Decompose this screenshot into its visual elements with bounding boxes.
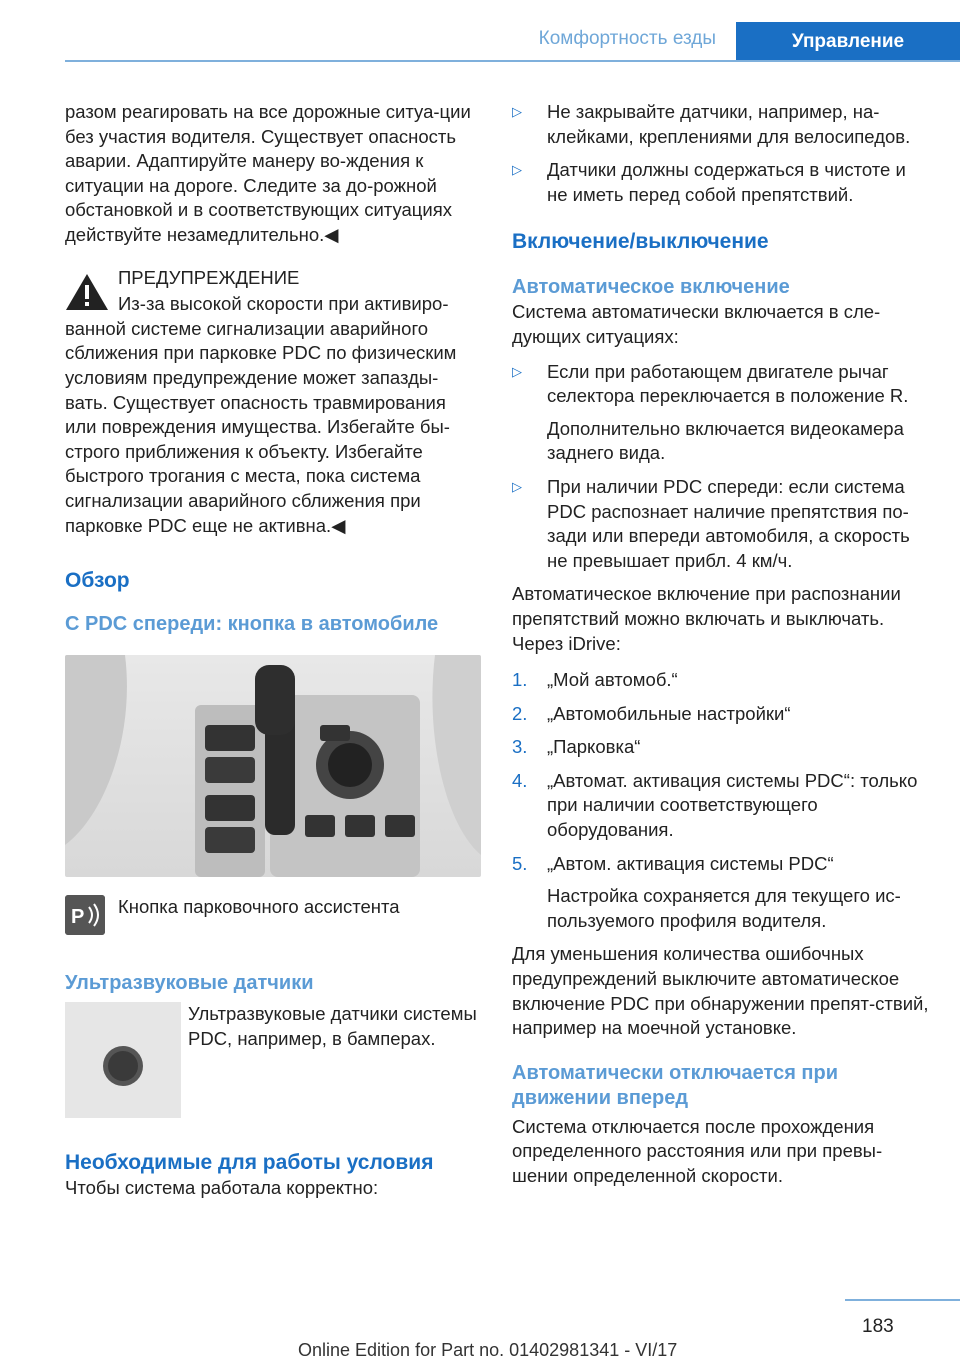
onoff-heading: Включение/выключение (512, 230, 769, 254)
top-bullet-list (512, 100, 930, 207)
auto-text: Автоматическое включение при распознании препятствий можно включать и выключать. Через iDrive: (512, 583, 901, 654)
reduce-text: Для уменьшения количества ошибочных предупреждений выключите автоматическое включение PDC при обнаружении препят‐ствий, например на моечной установке. (512, 943, 929, 1039)
front-pdc-heading: С PDC спереди: кнопка в автомобиле (65, 613, 439, 636)
sensors-block (65, 1002, 481, 1122)
parking-assistant-icon (65, 895, 105, 935)
svg-text:P: P (71, 906, 85, 929)
footer-rule (845, 1299, 960, 1301)
list-item: 2. „Автомобильные настройки“ (512, 702, 791, 724)
auto-on-heading: Автоматическое включение (512, 276, 790, 299)
chapter-tab: Управление (736, 22, 960, 62)
triangle-bullet-icon: ▷ (512, 162, 522, 178)
warning-text: Из-за высокой скорости при активиро‐ванной системе сигнализации аварийного сближения при парковке PDC по физическим условиям предупреждение может запазды‐вать. Существует опасность травмирования или повреждения имущества. Избегайте бы‐строго приближения к объекту. Избегайте быстрого трогания с места, пока система сигнализации аварийного сближения при парковке PDC еще не активна.◀ (65, 293, 457, 536)
edition-text: Online Edition for Part no. 01402981341 - VI/17 (298, 1340, 678, 1360)
list-item: 5. „Автом. активация системы PDC“ Настройка сохраняется для текущего ис‐пользуемого профиля водителя. (512, 852, 901, 931)
sensors-heading: Ультразвуковые датчики (65, 972, 314, 995)
auto-on-text: Система автоматически включается в сле‐дующих ситуациях: (512, 301, 881, 347)
auto-on-bullets (512, 360, 930, 574)
page-number: 183 (862, 1316, 894, 1337)
list-item: 3. „Парковка“ (512, 736, 641, 758)
conditions-text: Чтобы система работала корректно: (65, 1177, 379, 1199)
overview-heading: Обзор (65, 569, 130, 593)
auto-off-heading: Автоматически отключается при движении вперед (512, 1061, 839, 1109)
warning-title: ПРЕДУПРЕЖДЕНИЕ (118, 266, 300, 288)
sensor-photo (65, 1002, 181, 1118)
button-caption-row (65, 895, 481, 935)
conditions-heading: Необходимые для работы условия (65, 1151, 434, 1175)
warning-block (65, 266, 481, 539)
triangle-bullet-icon: ▷ (512, 478, 522, 494)
right-column (512, 100, 930, 1189)
triangle-bullet-icon: ▷ (512, 363, 522, 379)
sensors-text: Ультразвуковые датчики системы PDC, например, в бамперах. (188, 1003, 477, 1049)
center-console-photo (65, 655, 481, 877)
left-column (65, 100, 481, 1201)
list-item: ▷ Датчики должны содержаться в чистоте и не иметь перед собой препятствий. (512, 159, 906, 205)
warning-icon (65, 272, 109, 312)
intro-paragraph: разом реагировать на все дорожные ситуа‐ции без участия водителя. Существует опасность аварии. Адаптируйте манеру во‐ждения к ситуации на дороге. Следите за до‐рожной обстановкой и в соответствующих ситуациях действуйте незамедлительно.◀ (65, 101, 471, 245)
header-rule (65, 60, 960, 62)
button-caption: Кнопка парковочного ассистента (118, 896, 400, 918)
list-item: 1. „Мой автомоб.“ (512, 669, 678, 691)
list-item: ▷ Если при работающем двигателе рычаг селектора переключается в положение R. Дополнительно включается видеокамера заднего вида. (512, 360, 909, 464)
triangle-bullet-icon: ▷ (512, 104, 522, 119)
page-header (65, 22, 960, 62)
list-item: 4. „Автомат. активация системы PDC“: только при наличии соответствующего оборудования. (512, 769, 918, 841)
auto-off-text: Система отключается после прохождения определенного расстояния или при превы‐шении определенной скорости. (512, 1115, 883, 1186)
section-tab: Комфортность езды (538, 28, 716, 49)
list-item: ▷ Не закрывайте датчики, например, на‐клейками, креплениями для велосипедов. (512, 101, 911, 147)
idrive-steps (512, 668, 930, 933)
list-item: ▷ При наличии PDC спереди: если система PDC распознает наличие препятствия по‐зади или впереди автомобиля, а скорость не превышает прибл. 4 км/ч. (512, 475, 910, 571)
